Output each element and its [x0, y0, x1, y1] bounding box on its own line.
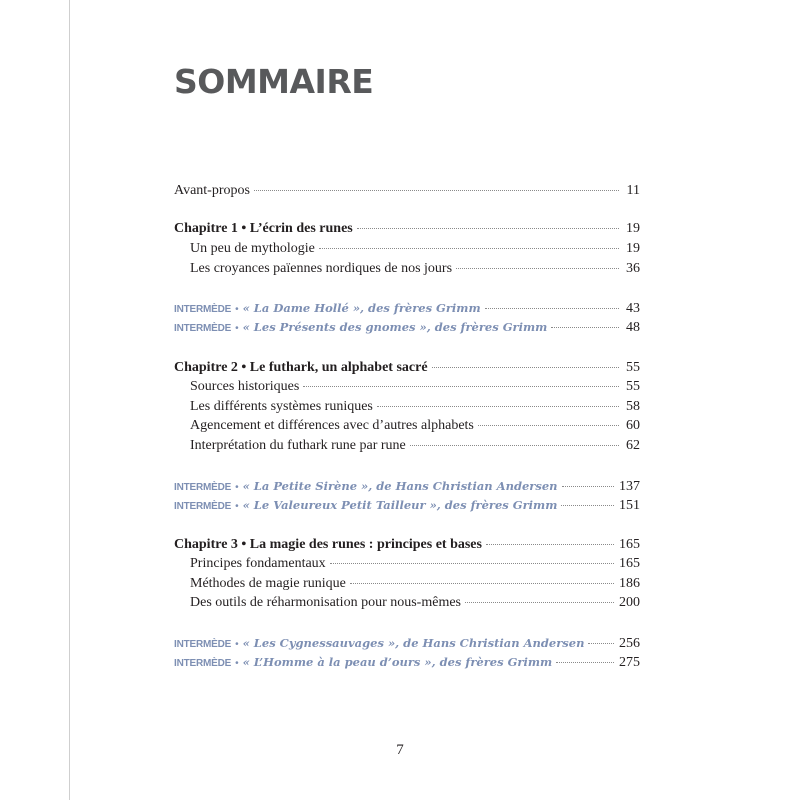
toc-entry-page: 19 [626, 221, 640, 236]
toc-entry-section[interactable] [190, 593, 640, 613]
dot-leader [432, 366, 619, 368]
toc-entry-page: 58 [626, 399, 640, 414]
interlude-story-title: « Les Présents des gnomes », des frères Grimm [242, 320, 548, 334]
toc-entry-label: Agencement et différences avec d’autres alphabets [190, 418, 474, 433]
interlude-keyword: INTERMÈDE [174, 482, 232, 493]
dot-leader [410, 444, 619, 446]
interlude-story-title: « Le Valeureux Petit Tailleur », des frères Grimm [242, 498, 558, 512]
toc-entry-label: Les différents systèmes runiques [190, 399, 373, 414]
toc-entry-page: 55 [626, 360, 640, 375]
dot-leader [319, 247, 619, 249]
toc-entry-chapitre-1[interactable] [174, 219, 640, 239]
interlude-keyword: INTERMÈDE [174, 304, 232, 315]
toc-entry-page: 36 [626, 261, 640, 276]
toc-entry-page: 43 [626, 301, 640, 316]
dot-leader [562, 485, 614, 487]
toc-entry-page: 165 [619, 537, 640, 552]
toc-entry-label [174, 652, 552, 674]
toc-entry-chapitre-2[interactable] [174, 358, 640, 378]
toc-entry-page: 19 [626, 241, 640, 256]
toc-entry-page: 165 [619, 556, 640, 571]
toc-entry-interlude[interactable] [174, 495, 640, 515]
toc-entry-section[interactable] [190, 377, 640, 397]
interlude-keyword: INTERMÈDE [174, 658, 232, 669]
toc-entry-label: Chapitre 2 • Le futhark, un alphabet sacré [174, 360, 428, 375]
toc-entry-label [174, 317, 547, 339]
toc-entry-section[interactable] [190, 259, 640, 279]
toc-entry-avant-propos[interactable] [174, 181, 640, 201]
dot-leader [254, 189, 619, 191]
dot-leader [478, 424, 619, 426]
toc-entry-page: 11 [626, 183, 640, 198]
dot-leader [485, 307, 619, 309]
toc-entry-label: Un peu de mythologie [190, 241, 315, 256]
toc-entry-interlude[interactable] [174, 317, 640, 337]
toc-entry-label: Des outils de réharmonisation pour nous-mêmes [190, 595, 462, 610]
toc-entry-section[interactable] [190, 574, 640, 594]
toc-entry-label: Principes fondamentaux [190, 556, 326, 571]
bullet-separator: • [235, 501, 239, 512]
toc-entry-page: 137 [619, 479, 640, 494]
toc-entry-label: Chapitre 1 • L’écrin des runes [174, 221, 353, 236]
interlude-story-title: « La Petite Sirène », de Hans Christian Andersen [242, 479, 558, 493]
toc-entry-interlude[interactable] [174, 633, 640, 653]
toc-entry-page: 60 [626, 418, 640, 433]
dot-leader [377, 405, 619, 407]
dot-leader [551, 326, 619, 328]
dot-leader [465, 601, 614, 603]
bullet-separator: • [235, 639, 239, 650]
toc-entry-section[interactable] [190, 436, 640, 456]
dot-leader [588, 642, 614, 644]
toc-entry-section[interactable] [190, 239, 640, 259]
toc-entry-page: 275 [619, 655, 640, 670]
dot-leader [456, 267, 619, 269]
toc-entry-interlude[interactable] [174, 476, 640, 496]
dot-leader [303, 385, 619, 387]
bullet-separator: • [235, 658, 239, 669]
dot-leader [357, 227, 619, 229]
bullet-separator: • [235, 323, 239, 334]
toc-entry-label: Les croyances païennes nordiques de nos jours [190, 261, 453, 276]
toc-entry-chapitre-3[interactable] [174, 535, 640, 555]
page-title: SOMMAIRE [174, 62, 374, 101]
toc-entry-section[interactable] [190, 397, 640, 417]
toc-entry-page: 62 [626, 438, 640, 453]
page-number: 7 [396, 742, 404, 758]
toc-entry-label: Interprétation du futhark rune par rune [190, 438, 406, 453]
toc-entry-interlude[interactable] [174, 652, 640, 672]
toc-entry-page: 256 [619, 636, 640, 651]
interlude-story-title: « La Dame Hollé », des frères Grimm [242, 301, 481, 315]
toc-entry-label [174, 495, 557, 517]
bullet-separator: • [235, 482, 239, 493]
toc-entry-section[interactable] [190, 416, 640, 436]
toc-entry-label: Sources historiques [190, 379, 300, 394]
toc-entry-page: 186 [619, 576, 640, 591]
dot-leader [486, 543, 614, 545]
toc-entry-page: 55 [626, 379, 640, 394]
interlude-story-title: « L’Homme à la peau d’ours », des frères Grimm [242, 655, 553, 669]
toc-entry-interlude[interactable] [174, 298, 640, 318]
interlude-keyword: INTERMÈDE [174, 323, 232, 334]
interlude-keyword: INTERMÈDE [174, 501, 232, 512]
toc-entry-section[interactable] [190, 554, 640, 574]
dot-leader [556, 661, 614, 663]
interlude-story-title: « Les Cygnessauvages », de Hans Christian Andersen [242, 636, 585, 650]
toc-entry-label: Chapitre 3 • La magie des runes : principes et bases [174, 537, 482, 552]
interlude-keyword: INTERMÈDE [174, 639, 232, 650]
toc-entry-page: 48 [626, 320, 640, 335]
dot-leader [561, 504, 614, 506]
toc-entry-label: Méthodes de magie runique [190, 576, 346, 591]
toc-entry-page: 151 [619, 498, 640, 513]
toc-entry-page: 200 [619, 595, 640, 610]
dot-leader [350, 582, 614, 584]
toc-entry-label: Avant-propos [174, 183, 250, 198]
bullet-separator: • [235, 304, 239, 315]
dot-leader [330, 562, 614, 564]
